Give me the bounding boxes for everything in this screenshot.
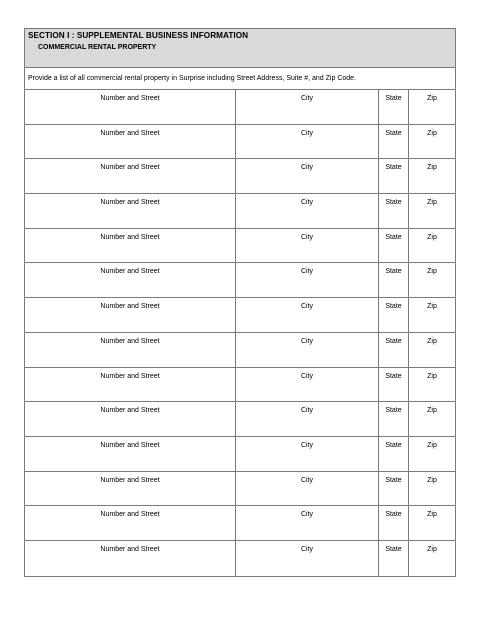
state-field[interactable]: State [379, 159, 409, 193]
state-field[interactable]: State [379, 541, 409, 576]
zip-field[interactable]: Zip [427, 441, 437, 449]
state-field[interactable]: State [379, 506, 409, 540]
section-title: SECTION I : SUPPLEMENTAL BUSINESS INFORMATION [28, 31, 249, 40]
property-row [25, 333, 455, 368]
zip-field[interactable]: Zip [427, 268, 437, 276]
street-field[interactable]: Number and Street [25, 472, 236, 506]
zip-field[interactable]: Zip [427, 233, 437, 241]
property-row [25, 263, 455, 298]
property-row [25, 298, 455, 333]
city-field[interactable]: City [236, 437, 379, 471]
city-field[interactable]: City [236, 506, 379, 540]
street-field[interactable]: Number and Street [25, 506, 236, 540]
street-field[interactable]: Number and Street [25, 333, 236, 367]
state-field[interactable]: State [379, 298, 409, 332]
state-field[interactable]: State [379, 90, 409, 124]
city-field[interactable]: City [236, 541, 379, 576]
property-row [25, 402, 455, 437]
state-field[interactable]: State [379, 472, 409, 506]
city-field[interactable]: City [236, 472, 379, 506]
state-field[interactable]: State [379, 437, 409, 471]
city-field[interactable]: City [236, 194, 379, 228]
property-row [25, 90, 455, 125]
city-field[interactable]: City [236, 263, 379, 297]
zip-field[interactable]: Zip [427, 545, 437, 553]
section-subtitle: COMMERCIAL RENTAL PROPERTY [38, 44, 157, 51]
property-row [25, 541, 455, 576]
street-field[interactable]: Number and Street [25, 263, 236, 297]
property-row [25, 229, 455, 264]
street-field[interactable]: Number and Street [25, 194, 236, 228]
street-field[interactable]: Number and Street [25, 402, 236, 436]
property-rows [25, 90, 455, 576]
state-field[interactable]: State [379, 402, 409, 436]
zip-field[interactable]: Zip [427, 303, 437, 311]
zip-field[interactable]: Zip [427, 129, 437, 137]
property-row [25, 437, 455, 472]
city-field[interactable]: City [236, 402, 379, 436]
zip-field[interactable]: Zip [427, 372, 437, 380]
state-field[interactable]: State [379, 263, 409, 297]
state-field[interactable]: State [379, 125, 409, 159]
city-field[interactable]: City [236, 229, 379, 263]
street-field[interactable]: Number and Street [25, 125, 236, 159]
property-row [25, 472, 455, 507]
city-field[interactable]: City [236, 90, 379, 124]
property-row [25, 159, 455, 194]
property-row [25, 194, 455, 229]
street-field[interactable]: Number and Street [25, 541, 236, 576]
state-field[interactable]: State [379, 229, 409, 263]
city-field[interactable]: City [236, 368, 379, 402]
state-field[interactable]: State [379, 333, 409, 367]
zip-field[interactable]: Zip [427, 164, 437, 172]
city-field[interactable]: City [236, 125, 379, 159]
street-field[interactable]: Number and Street [25, 298, 236, 332]
street-field[interactable]: Number and Street [25, 368, 236, 402]
property-row [25, 125, 455, 160]
city-field[interactable]: City [236, 159, 379, 193]
zip-field[interactable]: Zip [427, 199, 437, 207]
street-field[interactable]: Number and Street [25, 229, 236, 263]
zip-field[interactable]: Zip [427, 476, 437, 484]
zip-field[interactable]: Zip [427, 511, 437, 519]
property-row [25, 368, 455, 403]
street-field[interactable]: Number and Street [25, 90, 236, 124]
city-field[interactable]: City [236, 298, 379, 332]
street-field[interactable]: Number and Street [25, 437, 236, 471]
street-field[interactable]: Number and Street [25, 159, 236, 193]
zip-field[interactable]: Zip [427, 337, 437, 345]
zip-field[interactable]: Zip [427, 407, 437, 415]
zip-field[interactable]: Zip [427, 95, 437, 102]
section-header [25, 29, 455, 68]
instruction-text: Provide a list of all commercial rental property in Surprise including Street Address, Suite #, and Zip Code. [25, 68, 455, 90]
city-field[interactable]: City [236, 333, 379, 367]
state-field[interactable]: State [379, 368, 409, 402]
rental-property-form [24, 28, 456, 577]
state-field[interactable]: State [379, 194, 409, 228]
property-row [25, 506, 455, 541]
